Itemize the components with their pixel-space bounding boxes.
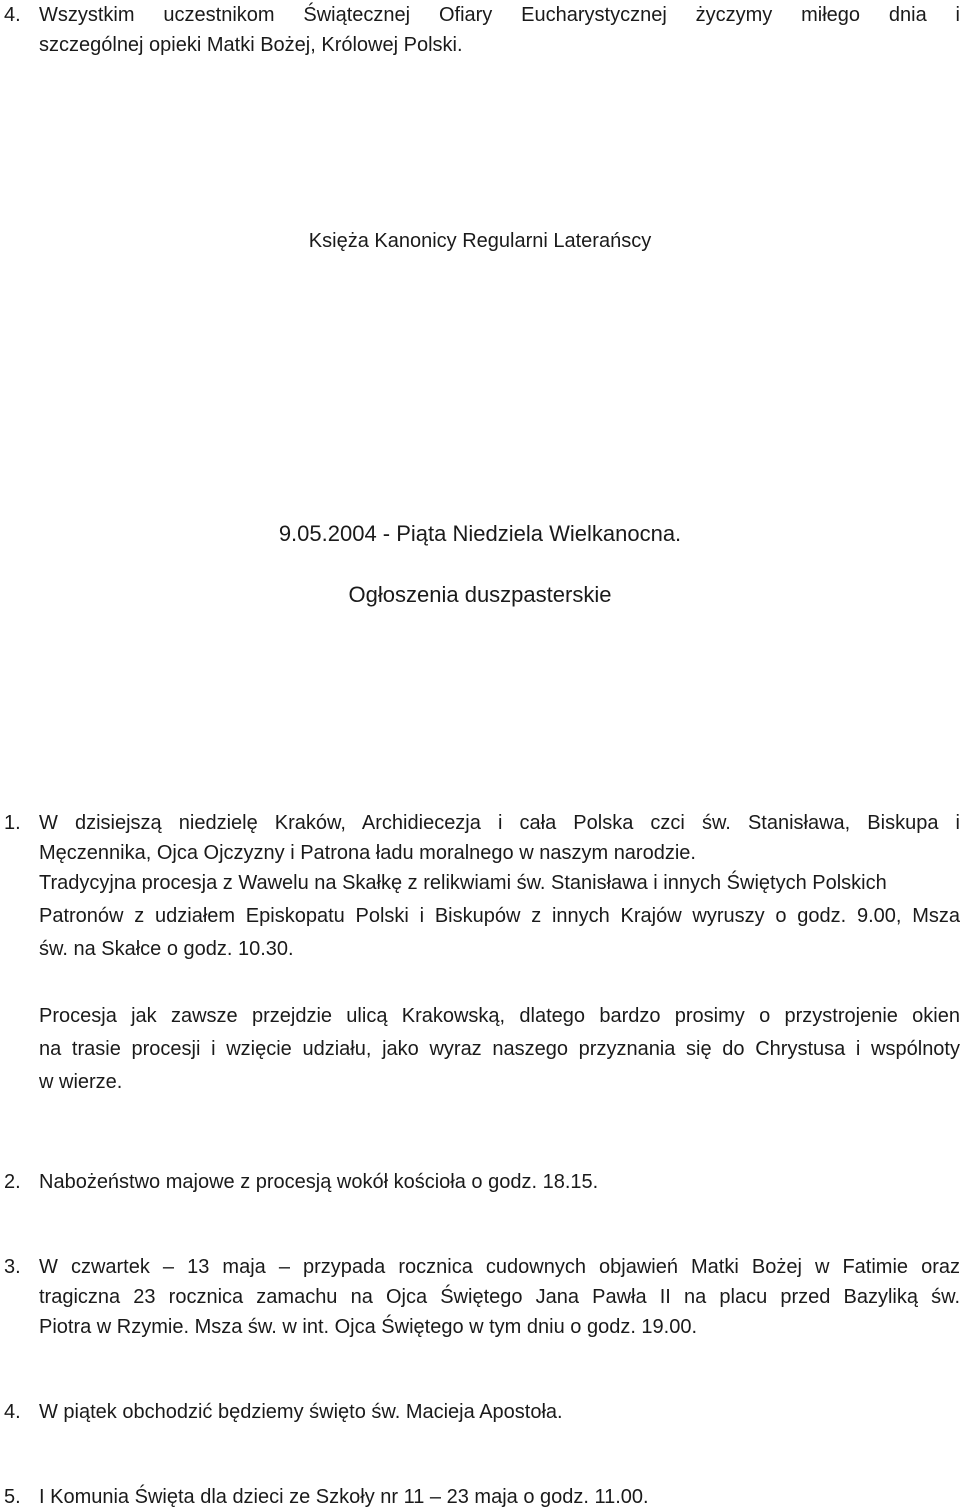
item-line: Wszystkim uczestnikom Świątecznej Ofiary Eucharystycznej życzymy miłego dnia i: [39, 4, 960, 26]
item-line: na trasie procesji i wzięcie udziału, jako wyraz naszego przyznania się do Chrystusa i wspólnoty: [39, 1038, 960, 1060]
item-body: [0, 1482, 960, 1512]
item-number: 4.: [4, 1401, 21, 1423]
signature: [0, 226, 960, 256]
top-item-4: [0, 0, 960, 60]
item-line: Piotra w Rzymie. Msza św. w int. Ojca Świętego w tym dniu o godz. 19.00.: [39, 1316, 698, 1338]
item-line: W czwartek – 13 maja – przypada rocznica cudownych objawień Matki Bożej w Fatimie oraz: [39, 1256, 960, 1278]
item-number: 3.: [4, 1256, 21, 1278]
item-body: [0, 808, 960, 964]
page-title: [0, 580, 960, 610]
item-line: Patronów z udziałem Episkopatu Polski i Biskupów z innych Krajów wyruszy o godz. 9.00, Msza: [39, 905, 960, 927]
title-text: Ogłoszenia duszpasterskie: [348, 582, 612, 607]
announcement-item-1-paragraph-2: [0, 1001, 960, 1097]
item-line: Męczennika, Ojca Ojczyzny i Patrona ładu moralnego w naszym narodzie.: [39, 842, 696, 864]
announcement-item-1: [0, 808, 960, 964]
item-body: [0, 1252, 960, 1342]
item-number: 5.: [4, 1486, 21, 1508]
item-body: [0, 0, 960, 60]
item-line: W dzisiejszą niedzielę Kraków, Archidiecezja i cała Polska czci św. Stanisława, Biskupa i: [39, 812, 960, 834]
item-line: św. na Skałce o godz. 10.30.: [39, 938, 294, 960]
item-line: szczególnej opieki Matki Bożej, Królowej Polski.: [39, 34, 463, 56]
item-line: Procesja jak zawsze przejdzie ulicą Krakowską, dlatego bardzo prosimy o przystrojenie okien: [39, 1005, 960, 1027]
item-line: w wierze.: [39, 1071, 123, 1093]
item-body: [0, 1397, 960, 1427]
item-body: [0, 1001, 960, 1097]
item-number: 2.: [4, 1171, 21, 1193]
item-line: I Komunia Święta dla dzieci ze Szkoły nr 11 – 23 maja o godz. 11.00.: [39, 1486, 649, 1508]
item-line: tragiczna 23 rocznica zamachu na Ojca Świętego Jana Pawła II na placu przed Bazyliką św.: [39, 1286, 960, 1308]
item-line: Nabożeństwo majowe z procesją wokół kościoła o godz. 18.15.: [39, 1171, 599, 1193]
announcement-item-3: [0, 1252, 960, 1342]
date-heading: [0, 519, 960, 549]
item-number: 1.: [4, 812, 21, 834]
announcement-item-2: [0, 1167, 960, 1197]
item-line: Tradycyjna procesja z Wawelu na Skałkę z relikwiami św. Stanisława i innych Świętych Polskich: [39, 872, 887, 894]
date-line: 9.05.2004 - Piąta Niedziela Wielkanocna.: [278, 521, 682, 546]
item-number: 4.: [4, 4, 21, 26]
announcement-item-5: [0, 1482, 960, 1512]
item-line: W piątek obchodzić będziemy święto św. Macieja Apostoła.: [39, 1401, 563, 1423]
signature-text: Księża Kanonicy Regularni Laterańscy: [308, 230, 652, 252]
item-body: [0, 1167, 960, 1197]
announcement-item-4: [0, 1397, 960, 1427]
